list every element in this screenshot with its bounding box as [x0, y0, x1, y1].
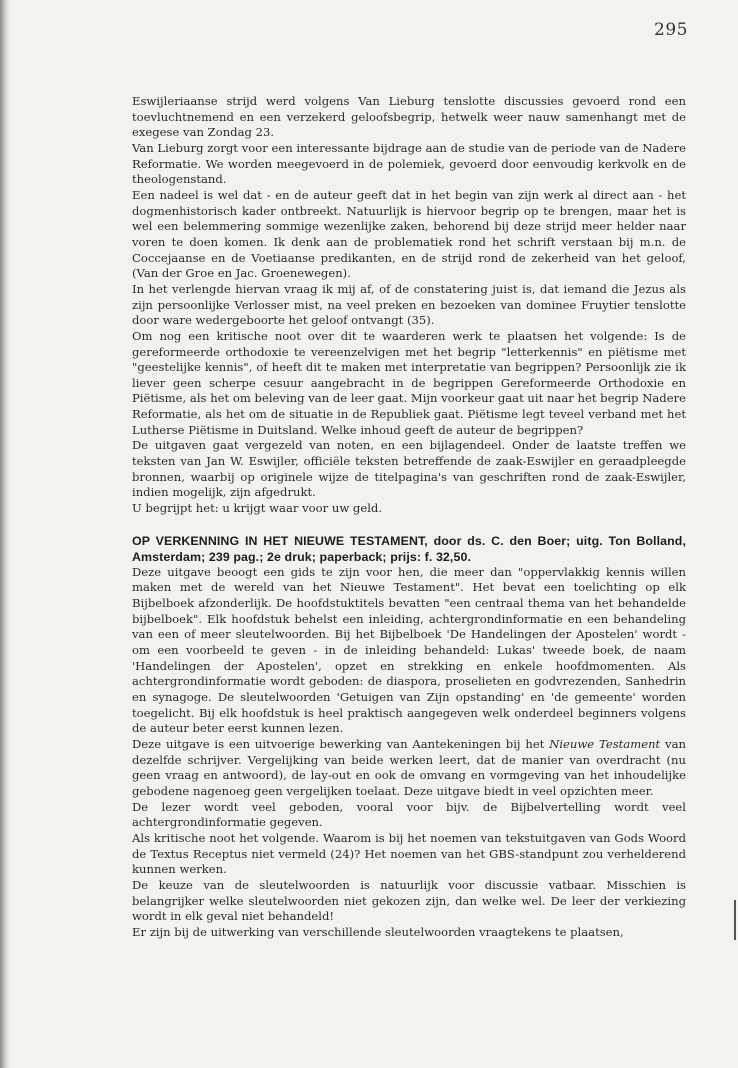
- scan-edge-shadow: [0, 0, 10, 1068]
- text-run: Deze uitgave is een uitvoerige bewerking van Aantekeningen bij het: [132, 736, 550, 751]
- paragraph: De uitgaven gaat vergezeld van noten, en een bijlagendeel. Onder de laatste treffen we teksten van Jan W. Eswijler, officiële teksten betreffende de zaak-Eswijler en geraadpleegde bronnen, waarbij op originele wijze de titelpagina's van geschriften rond de zaak-Eswijler, indien mogelijk, zijn afgedrukt.: [132, 438, 686, 500]
- paragraph: De keuze van de sleutelwoorden is natuurlijk voor discussie vatbaar. Misschien is belangrijker welke sleutelwoorden niet gekozen zijn, dan welke wel. De leer der verkiezing wordt in elk geval niet behandeld!: [132, 877, 686, 924]
- paragraph: Er zijn bij de uitwerking van verschillende sleutelwoorden vraagtekens te plaatsen,: [132, 924, 624, 939]
- review-eswijler-continued: [132, 94, 686, 517]
- text-run: van dezelfde schrijver. Vergelijking van beide werken leert, dat de manier van overdracht (nu geen vraag en antwoord), de lay-out en ook de omvang en vormgeving van het inhoudelijke gebodene nagenoeg geen vergelijken toelaat. Deze uitgave biedt in veel opzichten meer.: [132, 736, 686, 798]
- italic-title: Nieuwe Testament: [549, 736, 661, 751]
- paragraph: In het verlengde hiervan vraag ik mij af, of de constatering juist is, dat iemand die Jezus als zijn persoonlijke Verlosser mist, na veel preken en bezoeken van dominee Fruytier tenslotte door ware wedergeboorte het geloof ontvangt (35).: [132, 281, 686, 328]
- paragraph: U begrijpt het: u krijgt waar voor uw geld.: [132, 501, 383, 516]
- scan-margin-mark: [734, 900, 736, 940]
- page-number: 295: [654, 20, 688, 40]
- paragraph: Eswijleriaanse strijd werd volgens Van Lieburg tenslotte discussies gevoerd rond een toevluchtnemend en een verzekerd geloofsbegrip, hetwelk weer nauw samenhangt met de exegese van Zondag 23.: [132, 94, 686, 140]
- paragraph: Van Lieburg zorgt voor een interessante bijdrage aan de studie van de periode van de Nadere Reformatie. We worden meegevoerd in de polemiek, gevoerd door eenvoudig kerkvolk en de theologenstand.: [132, 140, 686, 187]
- paragraph: Als kritische noot het volgende. Waarom is bij het noemen van tekstuitgaven van Gods Woord de Textus Receptus niet vermeld (24)? Het noemen van het GBS-standpunt zou verhelderend kunnen werken.: [132, 830, 686, 877]
- paragraph: Deze uitgave beoogt een gids te zijn voor hen, die meer dan "oppervlakkig kennis willen maken met de wereld van het Nieuwe Testament". Het bevat een toelichting op elk Bijbelboek afzonderlijk. De hoofdstuktitels bevatten "een centraal thema van het behandelde bijbelboek". Elk hoofdstuk behelst een inleiding, achtergrondinformatie en een behandeling van een of meer sleutelwoorden. Bij het Bijbelboek 'De Handelingen der Apostelen' wordt - om een voorbeeld te geven - in de inleiding behandeld: Lukas' tweede boek, de naam 'Handelingen der Apostelen', opzet en strekking en enkele hoofdmomenten. Als achtergrondinformatie wordt geboden: de diaspora, proselieten en godvrezenden, Sanhedrin en synagoge. De sleutelwoorden 'Getuigen van Zijn opstanding' en 'de gemeente' worden toegelicht. Bij elk hoofdstuk is heel praktisch aangegeven welk onderdeel beginners volgens de auteur beter eerst kunnen lezen.: [132, 564, 686, 736]
- paragraph: Om nog een kritische noot over dit te waarderen werk te plaatsen het volgende: Is de gereformeerde orthodoxie te vereenzelvigen met het begrip "letterkennis" en piëtisme met "geestelijke kennis", of heeft dit te maken met interpretatie van begrippen? Persoonlijk zie ik liever geen scherpe cesuur aangebracht in de begrippen Gereformeerde Orthodoxie en Piëtisme, als het om beleving van de leer gaat. Mijn voorkeur gaat uit naar het begrip Nadere Reformatie, als het om de situatie in de Republiek gaat. Piëtisme legt teveel verband met het Lutherse Piëtisme in Duitsland. Welke inhoud geeft de auteur de begrippen?: [132, 328, 686, 437]
- paragraph: De lezer wordt veel geboden, vooral voor bijv. de Bijbelvertelling wordt veel achtergrondinformatie gegeven.: [132, 799, 686, 830]
- page-body: [132, 94, 686, 940]
- paragraph-with-italic: [132, 737, 686, 800]
- review-verkenning: [132, 533, 686, 941]
- section-gap: [132, 517, 686, 533]
- paragraph: Een nadeel is wel dat - en de auteur geeft dat in het begin van zijn werk al direct aan - het dogmenhistorisch kader ontbreekt. Natuurlijk is hiervoor begrip op te brengen, maar het is wel een belemmering sommige wezenlijke zaken, behorend bij deze strijd meer helder naar voren te doen komen. Ik denk aan de problematiek rond het schrift verstaan bij m.n. de Coccejaanse en de Voetiaanse predikanten, en de strijd rond de zekerheid van het geloof, (Van der Groe en Jac. Groenewegen).: [132, 187, 686, 281]
- review-heading: OP VERKENNING IN HET NIEUWE TESTAMENT, door ds. C. den Boer; uitg. Ton Bolland, Amsterdam; 239 pag.; 2e druk; paperback; prijs: f. 32,50.: [132, 533, 686, 564]
